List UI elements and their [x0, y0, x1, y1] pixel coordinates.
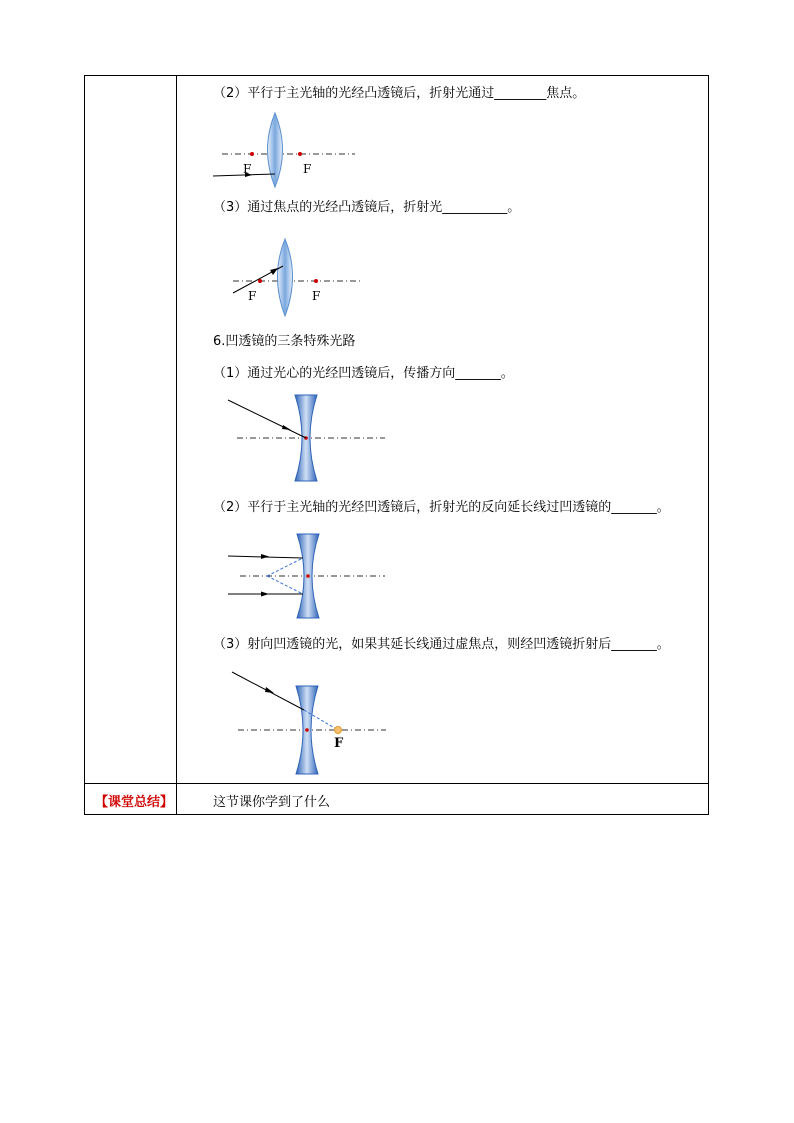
focus-label-left: F	[243, 162, 252, 176]
concave-virtual-focus-ray-diagram	[228, 668, 393, 778]
concave-item-2-text: （2）平行于主光轴的光经凹透镜后，折射光的反向延长线过凹透镜的_______。	[213, 500, 670, 515]
concave-heading: 6.凹透镜的三条特殊光路	[213, 334, 356, 349]
convex-focus-ray-diagram	[228, 236, 388, 316]
convex-parallel-ray-diagram	[210, 110, 370, 190]
focus-label-right: F	[312, 289, 321, 303]
concave-item-3-text: （3）射向凹透镜的光，如果其延长线通过虚焦点，则经凹透镜折射后_______。	[213, 637, 670, 652]
column-divider	[176, 76, 177, 814]
convex-item-3-text: （3）通过焦点的光经凸透镜后，折射光__________。	[213, 200, 521, 215]
focus-label-left: F	[248, 289, 257, 303]
row-divider	[85, 783, 708, 784]
concave-item-1-text: （1）通过光心的光经凹透镜后，传播方向_______。	[213, 366, 514, 381]
summary-label: 【课堂总结】	[95, 795, 174, 810]
summary-prompt: 这节课你学到了什么	[213, 795, 331, 810]
virtual-focus-label: F	[334, 736, 344, 751]
concave-parallel-ray-diagram	[225, 532, 390, 620]
concave-center-ray-diagram	[225, 393, 390, 485]
worksheet-table	[84, 75, 709, 815]
focus-label-right: F	[303, 162, 312, 176]
convex-item-2-text: （2）平行于主光轴的光经凸透镜后，折射光通过________焦点。	[213, 86, 586, 101]
